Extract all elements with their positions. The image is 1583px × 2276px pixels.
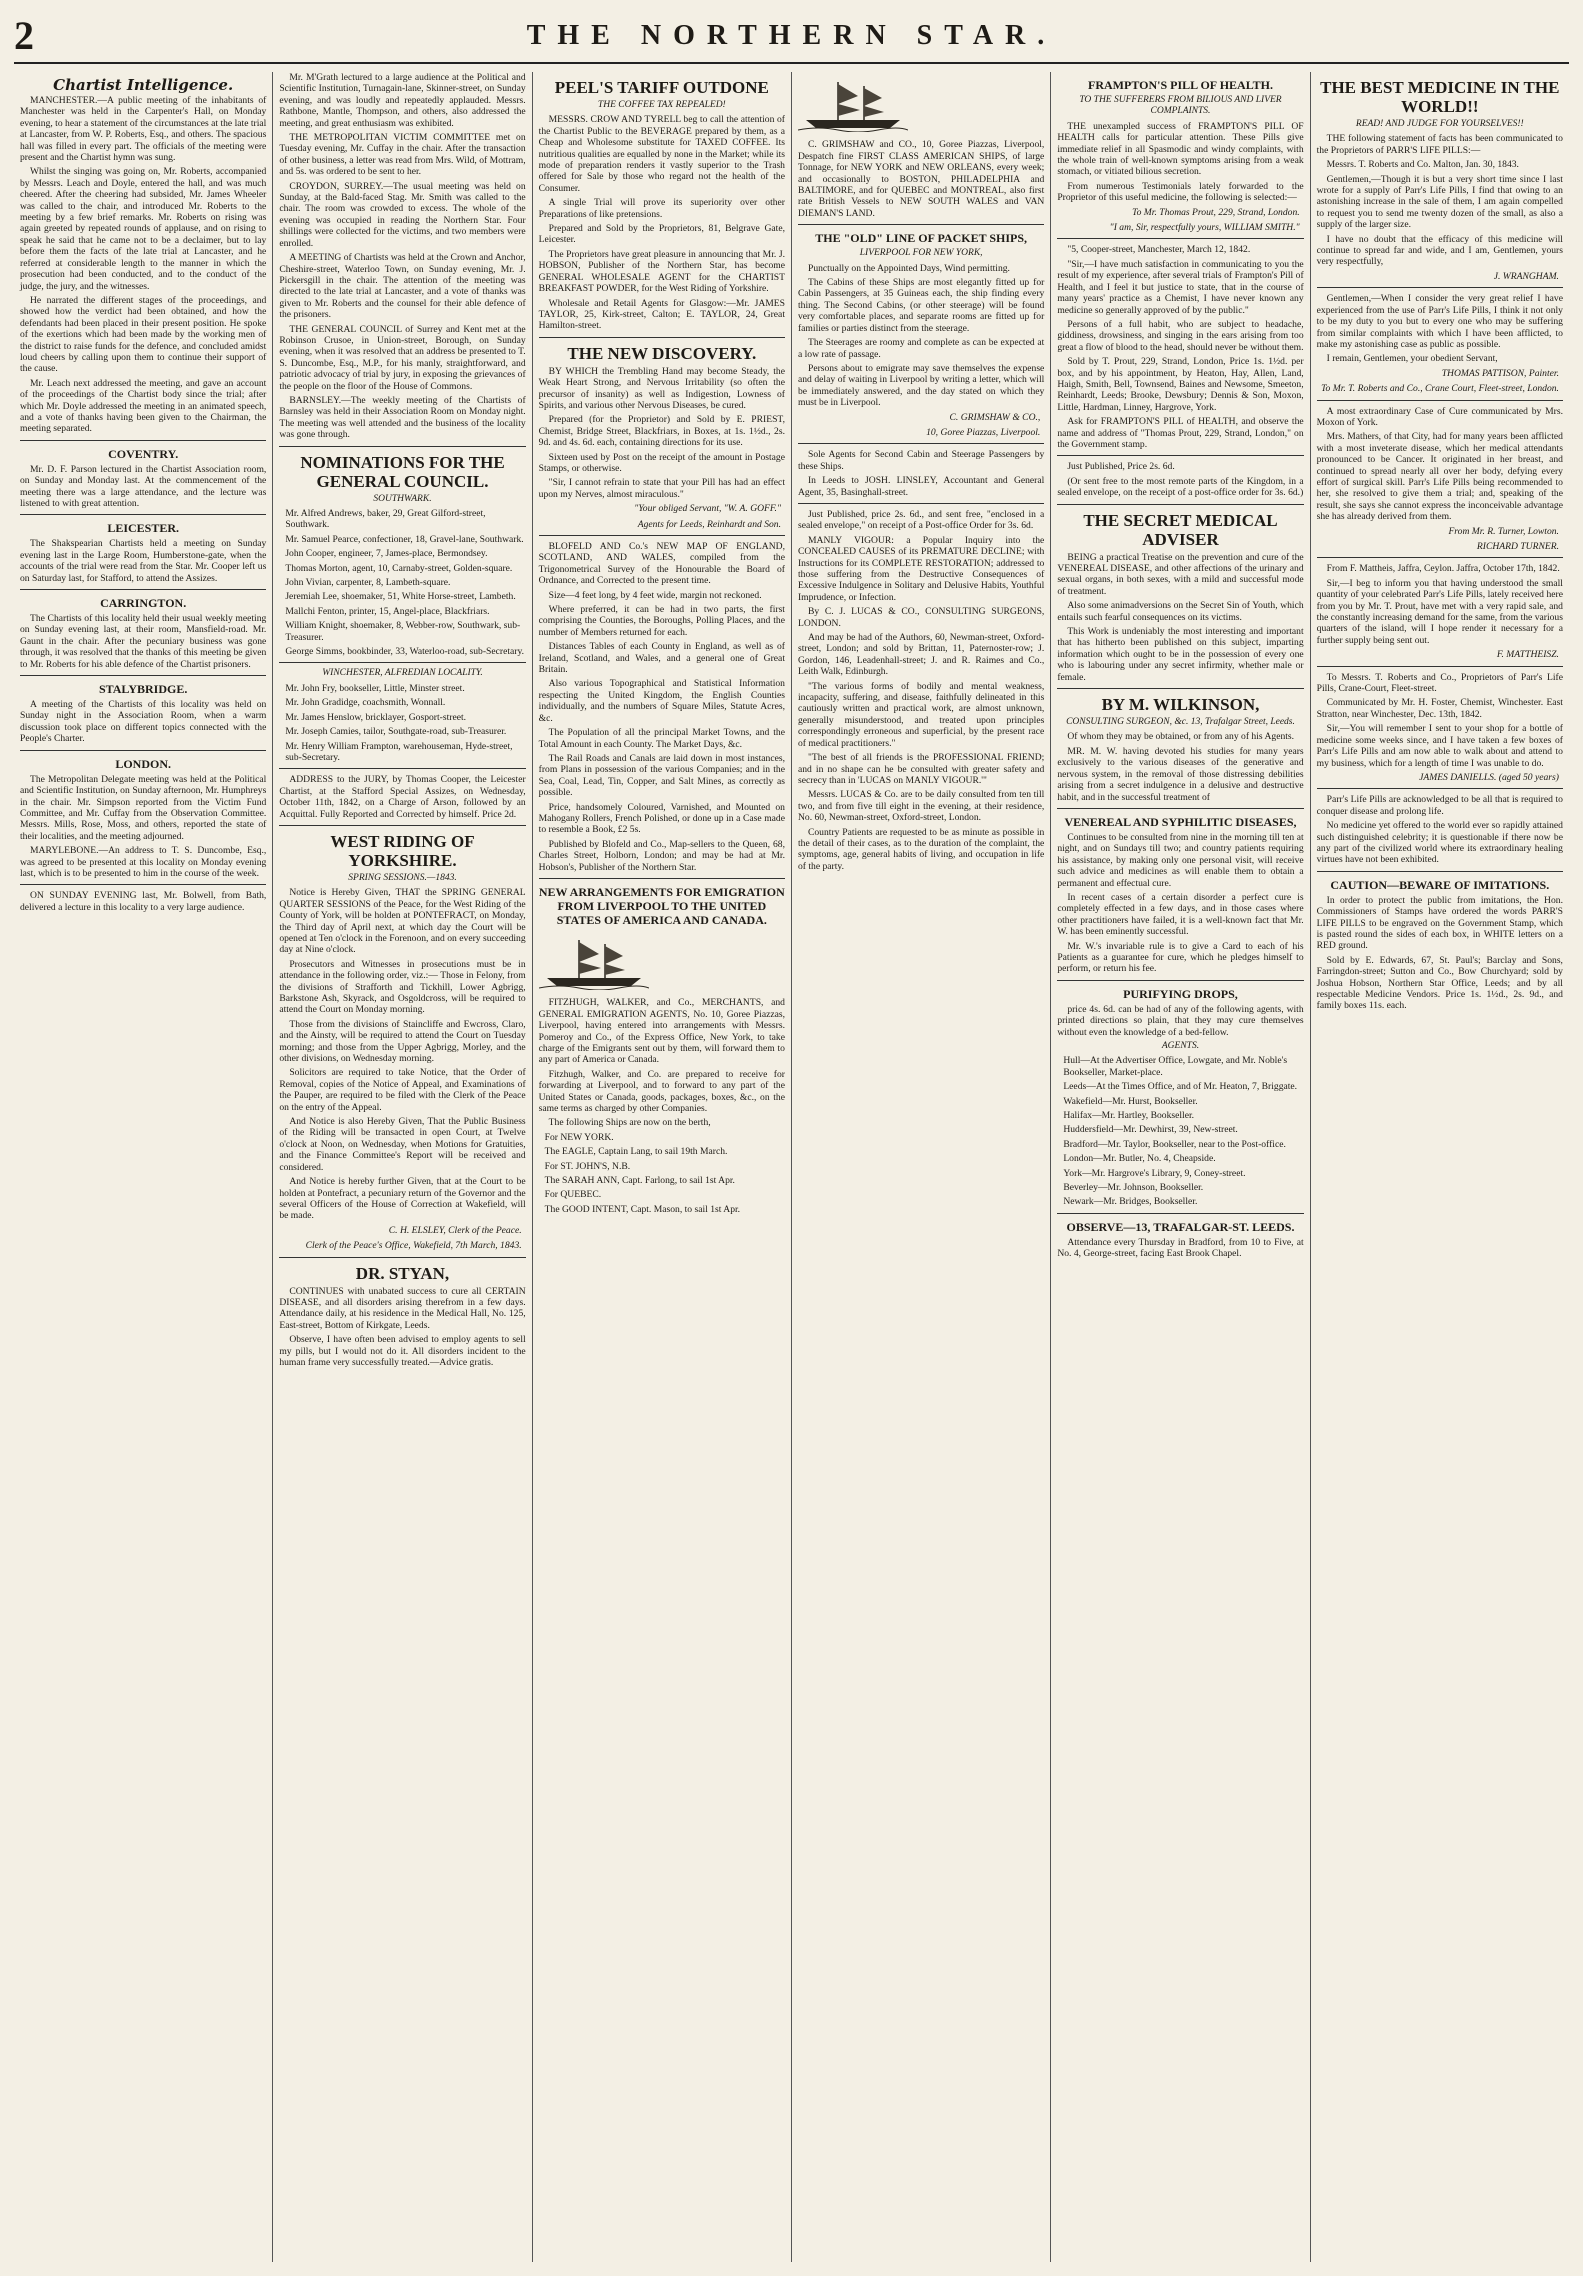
article-heading: THE "OLD" LINE OF PACKET SHIPS,: [815, 231, 1028, 246]
article-subheading: LIVERPOOL FOR NEW YORK,: [859, 248, 983, 259]
list-item: For ST. JOHN'S, N.B.: [544, 1160, 631, 1172]
divider: [539, 878, 785, 879]
article-subheading: THE COFFEE TAX REPEALED!: [597, 100, 726, 110]
paragraph: A MEETING of Chartists was held at the Crown and Anchor, Cheshire-street, Waterloo Town, on Sunday evening, Mr. J. Pickersgill in the chair. The attention of the meeting was directed to the late trial at Lancaster, and a vote of thanks was given to Mr. Roberts and the counsel for their able defence of the prisoners.: [279, 252, 526, 321]
signature: To Mr. Thomas Prout, 229, Strand, London.: [1132, 206, 1300, 218]
paragraph: Communicated by Mr. H. Foster, Chemist, Winchester. East Stratton, near Winchester, Dec. 13th, 1842.: [1316, 697, 1563, 720]
paragraph: To Messrs. T. Roberts and Co., Proprietors of Parr's Life Pills, Crane-Court, Fleet-street.: [1316, 671, 1563, 695]
paragraph: Whilst the singing was going on, Mr. Roberts, accompanied by Messrs. Leach and Doyle, entered the hall, and was much cheered. After the cheering had subsided, Mr. James Wheeler was called to the chair, and introduced Mr. Roberts to the meeting by a few brief remarks. Mr. Roberts on rising was again greeted by repeated rounds of applause, and on rising to speak he said that he came not to be a declaimer, but to lay before them the facts of the late trial at Lancaster, and he referred at considerable length to the manner in which the prosecution had been conducted, and to the conduct of the judge, the jury, and the witnesses.: [20, 166, 267, 292]
paragraph: And may be had of the Authors, 60, Newman-street, Oxford-street, London; and sold by Brittan, 11, Paternoster-row; J. Gordon, 146, Leadenhall-street; J. and R. Raimes and Co., Leith Walk, Edinburgh.: [797, 632, 1045, 678]
column-5: [1050, 72, 1309, 2262]
divider: [1057, 455, 1303, 456]
paragraph: Of whom they may be obtained, or from any of his Agents.: [1067, 731, 1295, 743]
divider: [798, 443, 1044, 444]
article: [20, 884, 266, 913]
paragraph: The Chartists of this locality held their usual weekly meeting on Sunday evening last, at their room, Mansfield-road. Mr. Gaunt in the chair. After the pecuniary business was gone through, it was resolved that the thanks of this meeting be given to Mr. Roberts for his able defence of the Chartist prisoners.: [20, 613, 267, 670]
paragraph: And Notice is hereby further Given, that at the Court to be holden at Pontefract, a pecuniary return of the Governor and the several Officers of the House of Correction at Wakefield, will be made.: [279, 1176, 526, 1222]
list-item: Mr. Alfred Andrews, baker, 29, Great Gilford-street, Southwark.: [285, 508, 486, 531]
paragraph: CONTINUES with unabated success to cure all CERTAIN DISEASE, and all disorders arising therefrom in a few days. Attendance daily, at his residence in the Medical Hall, No. 125, East-street, Bottom of Kirkgate, Leeds.: [279, 1285, 526, 1331]
list-item: William Knight, shoemaker, 8, Webber-row, Southwark, sub-Treasurer.: [285, 620, 521, 643]
list-item: George Simms, bookbinder, 33, Waterloo-road, sub-Secretary.: [285, 646, 525, 658]
paragraph: Published by Blofeld and Co., Map-sellers to the Queen, 68, Charles Street, Holborn, London; and may be had at Mr. Hobson's, Publisher of the Northern Star.: [538, 838, 785, 873]
list-item: Jeremiah Lee, shoemaker, 51, White Horse-street, Lambeth.: [285, 591, 516, 603]
divider: [1057, 808, 1303, 809]
divider: [279, 662, 525, 663]
list-item: The GOOD INTENT, Capt. Mason, to sail 1st Apr.: [544, 1203, 741, 1215]
divider: [279, 825, 525, 826]
paragraph: FITZHUGH, WALKER, and Co., MERCHANTS, and GENERAL EMIGRATION AGENTS, No. 10, Goree Piazzas, Liverpool, having entered into arrangements with Messrs. Pomeroy and Co., of the Express Office, New York, to take charge of the Emigrants sent out by them, will forward them to any part of America or Canada.: [538, 997, 785, 1066]
divider: [1317, 788, 1563, 789]
list-item: Mr. Samuel Pearce, confectioner, 18, Gravel-lane, Southwark.: [285, 533, 524, 545]
signature: THOMAS PATTISON, Painter.: [1441, 367, 1559, 379]
paragraph: Parr's Life Pills are acknowledged to be all that is required to conquer disease and prolong life.: [1316, 794, 1563, 817]
signature-line: "I am, Sir, respectfully yours, WILLIAM SMITH.": [1109, 222, 1300, 234]
divider: [1057, 688, 1303, 689]
column-2: [272, 72, 531, 2262]
divider: [20, 675, 266, 676]
article: [20, 440, 266, 510]
column-3: [532, 72, 791, 2262]
list-item: Huddersfield—Mr. Dewhirst, 39, New-street.: [1063, 1124, 1238, 1136]
divider: [1057, 980, 1303, 981]
paragraph: Distances Tables of each County in England, as well as of Ireland, Scotland, and Wales, and a general one of Great Britain.: [538, 641, 785, 676]
paragraph: In Leeds to JOSH. LINSLEY, Accountant and General Agent, 35, Basinghall-street.: [797, 475, 1045, 498]
paragraph: Where preferred, it can be had in two parts, the first comprising the Counties, the Boroughs, Polling Places, and the number of Members returned for each.: [538, 604, 785, 638]
divider: [539, 535, 785, 536]
paragraph: BARNSLEY.—The weekly meeting of the Chartists of Barnsley was held in their Association Room on Monday night. The meeting was well attended and the business of the locality was gone through.: [279, 394, 526, 441]
signature-line: Agents for Leeds, Reinhardt and Son.: [637, 518, 781, 530]
list-item: York—Mr. Hargrove's Library, 9, Coney-street.: [1063, 1167, 1246, 1179]
article-heading: CAUTION—BEWARE OF IMITATIONS.: [1330, 877, 1550, 892]
article-heading: THE SECRET MEDICAL ADVISER: [1083, 510, 1278, 549]
article-heading: PEEL'S TARIFF OUTDONE: [554, 78, 769, 97]
column-6: [1310, 72, 1569, 2262]
paragraph: In order to protect the public from imitations, the Hon. Commissioners of Stamps have ordered the words PARR'S LIFE PILLS to be engraved on the Government Stamp, which is pasted round the sides of each box, in WHITE letters on a RED ground.: [1316, 894, 1563, 952]
columns-container: [14, 72, 1569, 2262]
paragraph: Just Published, price 2s. 6d., and sent free, "enclosed in a sealed envelope," on receipt of a Post-office Order for 3s. 6d.: [797, 508, 1045, 532]
paragraph: Prepared and Sold by the Proprietors, 81, Belgrave Gate, Leicester.: [538, 223, 785, 246]
article-subheading: SOUTHWARK.: [373, 493, 432, 504]
paragraph: Country Patients are requested to be as minute as possible in the detail of their cases, as to the duration of the complaint, the symptoms, age, general habits of living, and occupation in life of the party.: [797, 826, 1045, 872]
paragraph: Those from the divisions of Staincliffe and Ewcross, Claro, and the Ainsty, will be required to attend the Court on Tuesday morning; and those from the Upper Agbrigg, Morley, and the other divisions, on Wednesday morning.: [279, 1018, 526, 1065]
article: [20, 514, 266, 584]
paragraph: price 4s. 6d. can be had of any of the following agents, with printed directions so plain, that they may cure themselves without even the knowledge of a bed-fellow.: [1057, 1003, 1304, 1038]
list-item: Mr. Henry William Frampton, warehouseman, Hyde-street, sub-Secretary.: [285, 740, 513, 763]
column-4: [791, 72, 1050, 2262]
signature-line: Clerk of the Peace's Office, Wakefield, 7th March, 1843.: [305, 1240, 522, 1252]
paragraph: A most extraordinary Case of Cure communicated by Mrs. Moxon of York.: [1316, 405, 1563, 428]
list-item: Thomas Morton, agent, 10, Carnaby-street, Golden-square.: [285, 562, 513, 574]
paragraph: By C. J. LUCAS & CO., CONSULTING SURGEONS, LONDON.: [797, 606, 1045, 629]
paragraph: THE GENERAL COUNCIL of Surrey and Kent met at the Robinson Crusoe, in Union-street, Borough, on Sunday evening, when it was resolved that an address be presented to T. S. Duncombe, Esq., M.P., for his manly, straightforward, and patriotic advocacy of trial by jury, in exposing the grievances of the people on the floor of the House of Commons.: [279, 323, 526, 392]
paragraph: The Steerages are roomy and complete as can be expected at a low rate of passage.: [797, 337, 1045, 360]
divider: [20, 440, 266, 441]
paragraph: MANLY VIGOUR: a Popular Inquiry into the CONCEALED CAUSES of its PREMATURE DECLINE; with Instructions for its COMPLETE RESTORATION; addressed to those suffering from the Destructive Consequences of Excessive Indulgence in Solitary and Delusive Habits, Youthful Imprudence, or Infection.: [797, 534, 1045, 603]
article: [279, 662, 525, 763]
ship-icon: [798, 76, 908, 132]
article: [1057, 455, 1303, 498]
paragraph: Mrs. Mathers, of that City, had for many years been afflicted with a most inveterate disease, which her medical attendants pronounced to be Cancer. It originated in her breast, and continued to spread nearly all over her body, defying every effort of surgical skill. Parr's Life Pills being recommended to her, she resolved to give them a trial; and, speaking of the result, she says she cannot express the inconceivable advantage she has already derived from them.: [1316, 431, 1563, 523]
article: [539, 337, 785, 530]
paragraph: Messrs. LUCAS & Co. are to be daily consulted from ten till two, and from five till eight in the evening, at their residence, No. 60, Newman-street, Oxford-street, London.: [797, 789, 1045, 824]
paragraph: The following Ships are now on the berth,: [548, 1117, 711, 1129]
divider: [1317, 871, 1563, 872]
paragraph: Sixteen used by Post on the receipt of the amount in Postage Stamps, or otherwise.: [538, 451, 785, 474]
article: [1317, 78, 1563, 282]
signature: From Mr. R. Turner, Lowton.: [1448, 525, 1559, 537]
article: [539, 78, 785, 332]
signature: C. GRIMSHAW & CO.,: [949, 411, 1041, 423]
article: [1317, 400, 1563, 553]
paragraph: (Or sent free to the most remote parts of the Kingdom, in a sealed envelope, on the receipt of a post-office order for 3s. 6d.): [1057, 475, 1304, 499]
paragraph: Punctually on the Appointed Days, Wind permitting.: [807, 262, 1010, 274]
paragraph: "Sir,—I have much satisfaction in communicating to you the result of my experience, after several trials of Frampton's Pill of Health, and I feel it but justice to state, that in the course of many years' practice as a Chemist, I have never known any medicine so generally approved of by the public.": [1057, 258, 1304, 316]
article-heading: COVENTRY.: [108, 446, 179, 461]
article-heading: FRAMPTON'S PILL OF HEALTH.: [1088, 78, 1273, 92]
paragraph: "Sir, I cannot refrain to state that your Pill has had an effect upon my Nerves, almost miraculous.": [538, 477, 785, 500]
signature: "Your obliged Servant, "W. A. GOFF.": [634, 503, 781, 515]
paragraph: Sold by E. Edwards, 67, St. Paul's; Barclay and Sons, Farringdon-street; Sutton and Co., Bow Churchyard; sold by Joshua Hobson, Northern Star Office, Leeds; and by all respectable Medicine Vendors. Price 1s. 1½d., 2s. 9d., and family boxes 11s. each.: [1316, 954, 1563, 1012]
paragraph: The Cabins of these Ships are most elegantly fitted up for Cabin Passengers, at 35 Guineas each, the ship finding every thing. The Second Cabins, (or other steerage) will be found very comfortable places, and separate rooms are fitted up for families or parties distinct from the steerage.: [797, 277, 1045, 334]
article: [798, 443, 1044, 498]
paragraph: THE METROPOLITAN VICTIM COMMITTEE met on Tuesday evening, Mr. Cuffay in the chair. After the transaction of other business, a letter was read from Mrs. Wild, of Mottram, and 5s. was ordered to be sent to her.: [279, 132, 526, 178]
list-item: Leeds—At the Times Office, and of Mr. Heaton, 7, Briggate.: [1063, 1081, 1298, 1093]
article: [1057, 238, 1303, 450]
article: [1317, 666, 1563, 784]
paragraph: I remain, Gentlemen, your obedient Servant,: [1326, 353, 1498, 365]
paragraph: Observe, I have often been advised to employ agents to sell my pills, but I would not do it. All disorders incident to the human frame very successfully treated.—Advice gratis.: [279, 1334, 526, 1368]
article: [20, 78, 266, 435]
paragraph: The Population of all the principal Market Towns, and the Total Amount in each County. The Market Days, &c.: [538, 727, 785, 750]
list-item: The SARAH ANN, Capt. Farlong, to sail 1st Apr.: [544, 1175, 735, 1187]
paragraph: MR. M. W. having devoted his studies for many years exclusively to the various diseases of the generative and nervous system, in the removal of those distressing debilities arising from a secret indulgence in a delusive and destructive habit, and in the successful treatment of: [1057, 745, 1304, 803]
paragraph: The Shakspearian Chartists held a meeting on Sunday evening last in the Large Room, Humberstone-gate, when the accounts of the trial were read from the Star. Mr. Cooper left us on Saturday last, for Stafford, to attend the Assizes.: [20, 538, 267, 584]
paragraph: The Metropolitan Delegate meeting was held at the Political and Scientific Institution, on Sunday afternoon, Mr. Humphreys in the chair. Mr. Simpson reported from the Victim Fund Committee, and Mr. Cuffay from the Observation Committee. Messrs. Mills, Rose, Moss, and others, reported the state of their localities, and the meeting adjourned.: [20, 773, 267, 842]
article: [20, 589, 266, 670]
paragraph: Messrs. T. Roberts and Co. Malton, Jan. 30, 1843.: [1326, 159, 1519, 171]
paragraph: The Proprietors have great pleasure in announcing that Mr. J. HOBSON, Publisher of the Northern Star, has become GENERAL WHOLESALE AGENT for the CHARTIST BREAKFAST POWDER, for the West Riding of Yorkshire.: [538, 248, 785, 295]
signature: C. H. ELSLEY, Clerk of the Peace.: [388, 1224, 522, 1236]
paragraph: Prepared (for the Proprietor) and Sold by E. PRIEST, Chemist, Bridge Street, Blackfriars, in Boxes, at 1s. 1½d., 2s. 9d. and 4s. 6d. each, containing directions for its use.: [538, 414, 785, 449]
article-heading: STALYBRIDGE.: [98, 682, 188, 697]
divider: [20, 750, 266, 751]
paragraph: Mr. D. F. Parson lectured in the Chartist Association room, on Sunday and Monday last. At the commencement of the meeting there was a large attendance, and the lecture was listened to with great attention.: [20, 463, 267, 509]
article: [279, 446, 525, 658]
paragraph: He narrated the different stages of the proceedings, and showed how the verdict had been obtained, and how the defendants had been placed in their present position. He spoke of the exertions which had been made by the working men of the district to raise funds for the defence, and concluded amidst loud cheers by calling upon them to continue their support of the cause.: [20, 294, 267, 375]
article-subheading: READ! AND JUDGE FOR YOURSELVES!!: [1355, 119, 1524, 129]
divider: [20, 589, 266, 590]
article-heading: NEW ARRANGEMENTS FOR EMIGRATION FROM LIVERPOOL TO THE UNITED STATES OF AMERICA AND CANADA.: [538, 884, 785, 927]
paragraph: From F. Mattheis, Jaffra, Ceylon. Jaffra, October 17th, 1842.: [1326, 563, 1560, 575]
paragraph: And Notice is also Hereby Given, That the Public Business of the Riding will be transacted in open Court, at Twelve o'clock at Noon, on Wednesday, when Motions for Gratuities, and the Finance Committee's Report will be received and considered.: [279, 1116, 526, 1173]
article-heading: BY M. WILKINSON,: [1101, 695, 1260, 715]
paragraph: Sole Agents for Second Cabin and Steerage Passengers by these Ships.: [797, 449, 1045, 472]
list-item: Wakefield—Mr. Hurst, Bookseller.: [1063, 1095, 1198, 1107]
divider: [20, 514, 266, 515]
list-item: The EAGLE, Captain Lang, to sail 19th March.: [544, 1146, 728, 1158]
paragraph: I have no doubt that the efficacy of this medicine will continue to spread far and wide, and I am, Gentlemen, yours very respectfully,: [1316, 233, 1563, 268]
article: [1057, 980, 1303, 1208]
article: [539, 878, 785, 1215]
paragraph: A single Trial will prove its superiority over other Preparations of like pretensions.: [538, 197, 785, 220]
paragraph: BEING a practical Treatise on the prevention and cure of the VENEREAL DISEASE, and other affections of the urinary and sexual organs, in both sexes, with a mild and successful mode of treatment.: [1057, 551, 1304, 597]
paragraph: Mr. Leach next addressed the meeting, and gave an account of the proceedings of the Chartist body since the trial; after which Mr. Doyle addressed the meeting in an animated speech, and a vote of thanks having been given to the Chairman, the meeting separated.: [20, 377, 267, 435]
paragraph: Also various Topographical and Statistical Information respecting the United Kingdom, the English Counties individually, and the numbers of Square Miles, Statute Acres, &c.: [538, 678, 785, 724]
paragraph: Sir,—You will remember I sent to your shop for a bottle of medicine some weeks since, and I have taken a few boxes of Parr's Life Pills and am now able to walk about and attend to my business, which for a length of time I was unable to do.: [1316, 723, 1563, 769]
paragraph: BY WHICH the Trembling Hand may become Steady, the Weak Heart Strong, and Nervous Irritability (so often the precursor of insanity) as well as Indigestion, Lowness of Spirits, and various other Nervous Diseases, be cured.: [538, 365, 785, 411]
list-item: John Vivian, carpenter, 8, Lambeth-square.: [285, 577, 451, 589]
divider: [1317, 557, 1563, 558]
page-number: 2: [14, 13, 34, 58]
article-subheading: TO THE SUFFERERS FROM BILIOUS AND LIVER COMPLAINTS.: [1079, 95, 1282, 117]
article-heading: DR. STYAN,: [355, 1263, 450, 1283]
column-1: [14, 72, 272, 2262]
paragraph: Mr. W.'s invariable rule is to give a Card to each of his Patients as a guarantee for cure, which he pledges himself to perform, or return his fee.: [1057, 940, 1304, 975]
paragraph: In recent cases of a certain disorder a perfect cure is completely effected in a few days, and in those cases where other practitioners have failed, it is a well-known fact that Mr. W. has been eminently successful.: [1057, 891, 1304, 938]
paragraph: The Rail Roads and Canals are laid down in most instances, from Plans in possession of the various Companies; and in the Sea, Coal, Lead, Tin, Copper, and Salt Mines, as correctly as possible.: [538, 752, 785, 799]
paragraph: ADDRESS to the JURY, by Thomas Cooper, the Leicester Chartist, at the Stafford Special Assizes, on Wednesday, October 11th, 1842, on a Charge of Arson, followed by an Acquittal. Fully Reported and Corrected by himself. Price 2d.: [279, 774, 526, 820]
article-heading: OBSERVE—13, TRAFALGAR-ST. LEEDS.: [1066, 1219, 1295, 1234]
paragraph: No medicine yet offered to the world ever so rapidly attained such distinguished celebrity; it is questionable if there now be any part of the civilized world where its extraordinary healing virtues have not been exhibited.: [1316, 820, 1563, 866]
article-subheading: CONSULTING SURGEON, &c. 13, Trafalgar Street, Leeds.: [1066, 717, 1295, 728]
paragraph: Ask for FRAMPTON'S PILL of HEALTH, and observe the name and address of "Thomas Prout, 229, Strand, London," on the Government stamp.: [1057, 416, 1304, 450]
article-heading: WEST RIDING OF YORKSHIRE.: [330, 831, 475, 870]
paragraph: Price, handsomely Coloured, Varnished, and Mounted on Mahogany Rollers, French Polished, or done up in a Case made to resemble a Book, £2 5s.: [538, 801, 785, 836]
article: [1317, 788, 1563, 865]
article-subheading: SPRING SESSIONS.—1843.: [348, 872, 457, 883]
article-heading: VENEREAL AND SYPHILITIC DISEASES,: [1064, 814, 1297, 829]
paragraph: CROYDON, SURREY.—The usual meeting was held on Sunday, at the Bald-faced Stag. Mr. Smith was called to the chair. The room was crowded to excess. The whole of the evening was occupied in reading the Northern Star. Four shillings were collected for the victims, and two members were enrolled.: [279, 180, 526, 249]
paragraph: Mr. M'Grath lectured to a large audience at the Political and Scientific Institution, Turnagain-lane, Skinner-street, on Sunday evening, and was loudly and repeatedly applauded. Messrs. Rathbone, Mantle, Thompson, and others, also addressed the meeting, and great enthusiasm was exhibited.: [279, 72, 526, 129]
article: [1317, 871, 1563, 1012]
article-heading: THE BEST MEDICINE IN THE WORLD!!: [1320, 78, 1560, 116]
paragraph: Also some animadversions on the Secret Sin of Youth, which entails such fearful consequences on its victims.: [1057, 600, 1304, 623]
signature-line: 10, Goree Piazzas, Liverpool.: [926, 426, 1041, 438]
paragraph: Notice is Hereby Given, THAT the SPRING GENERAL QUARTER SESSIONS of the Peace, for the West Riding of the County of York, will be holden at PONTEFRACT, on Monday, the Third day of April next, at which day the Court will be opened at Ten o'clock in the Forenoon, and on every succeeding day at Nine o'clock.: [279, 887, 526, 956]
article-heading: LEICESTER.: [107, 521, 180, 536]
paragraph: Attendance every Thursday in Bradford, from 10 to Five, at No. 4, George-street, facing East Brook Chapel.: [1057, 1236, 1304, 1260]
paragraph: Fitzhugh, Walker, and Co. are prepared to receive for forwarding at Liverpool, and to forward to any part of the United States or Canada, goods, packages, boxes, &c., on the same terms as charged by other Companies.: [538, 1068, 785, 1115]
paragraph: Gentlemen,—Though it is but a very short time since I last wrote for a supply of Parr's Life Pills, I find that owing to an astonishing increase in the sale of them, I am again compelled to request you to send me twenty dozen of the small, as also a supply of the larger size.: [1316, 173, 1563, 231]
paragraph: This Work is undeniably the most interesting and important that has hitherto been published on this subject, imparting information which ought to be in the possession of every one who is labouring under any secret infirmity, whether male or female.: [1057, 626, 1304, 683]
signature-line: RICHARD TURNER.: [1476, 541, 1559, 552]
article: [1057, 78, 1303, 233]
divider: [20, 884, 266, 885]
list-item: For NEW YORK.: [544, 1131, 614, 1143]
article: [1057, 808, 1303, 975]
paragraph: "The best of all friends is the PROFESSIONAL FRIEND; and in no shape can he be consulted with greater safety and secrecy than in 'LUCAS on MANLY VIGOUR.'": [797, 752, 1045, 786]
paragraph: MARYLEBONE.—An address to T. S. Duncombe, Esq., was agreed to be presented at this locality on Monday evening last, which is to be presented to him in the course of the week.: [20, 845, 267, 879]
article-heading: LONDON.: [115, 756, 171, 771]
paragraph: Sir,—I beg to inform you that having understood the small quantity of your celebrated Parr's Life Pills, lately received here from you by Mr. T. Prout, have met with a very rapid sale, and the constantly increasing demand for the same, from the various quarters of the island, will I hope render it necessary for a further supply being sent out.: [1316, 577, 1563, 646]
paragraph: C. GRIMSHAW and CO., 10, Goree Piazzas, Liverpool, Despatch fine FIRST CLASS AMERICAN SHIPS, of large Tonnage, for NEW YORK and NEW ORLEANS, every week; and occasionally to BOSTON, PHILADELPHIA and BALTIMORE, and for QUEBEC and MONTREAL, also first rate British Vessels to NEW SOUTH WALES and VAN DIEMAN'S LAND.: [797, 139, 1045, 219]
article: [20, 750, 266, 880]
paragraph: From numerous Testimonials lately forwarded to the Proprietor of this useful medicine, the following is selected:—: [1057, 180, 1304, 204]
divider: [539, 337, 785, 338]
article: [279, 825, 525, 1252]
divider: [798, 503, 1044, 504]
paragraph: MANCHESTER.—A public meeting of the inhabitants of Manchester was held in the Carpenter's Hall, on Monday evening, to hear a statement of the circumstances at the late trial at Lancaster, from W. P. Roberts, Esq., and others. The spacious hall was filled in every part. The officials of the meeting were present and the Chartist hymn was sung.: [20, 95, 267, 164]
article: [1057, 504, 1303, 683]
list-item: Newark—Mr. Bridges, Bookseller.: [1063, 1196, 1198, 1208]
article: [1317, 287, 1563, 394]
list-item: Mr. James Henslow, bricklayer, Gosport-street.: [285, 711, 467, 723]
list-item: Halifax—Mr. Hartley, Bookseller.: [1063, 1110, 1195, 1122]
article: [20, 675, 266, 745]
paragraph: ON SUNDAY EVENING last, Mr. Bolwell, from Bath, delivered a lecture in this locality to a very large audience.: [20, 890, 267, 913]
divider: [279, 1257, 525, 1258]
paragraph: Prosecutors and Witnesses in prosecutions must be in attendance in the following order, viz.:— Those in Felony, from the divisions of Strafforth and Tickhill, Lower Agbrigg, Barkstone Ash, Skyrack, and Osgoldcross, will be required to attend the Court on Monday morning.: [279, 958, 526, 1016]
paragraph: MESSRS. CROW AND TYRELL beg to call the attention of the Chartist Public to the BEVERAGE prepared by them, as a Cheap and Wholesome substitute for TAXED COFFEE. Its nutritious qualities are equalled by none in the Market; while its mode of preparation renders it vastly superior to the Trash offered for Sale by those who regard not the health of the Consumer.: [538, 114, 785, 194]
divider: [798, 224, 1044, 225]
list-item: London—Mr. Butler, No. 4, Cheapside.: [1063, 1153, 1216, 1165]
signature: J. WRANGHAM.: [1493, 270, 1559, 282]
paper-title: THE NORTHERN STAR.: [526, 20, 1057, 51]
signature-line: To Mr. T. Roberts and Co., Crane Court, Fleet-street, London.: [1321, 383, 1559, 395]
divider: [1057, 1213, 1303, 1214]
paragraph: THE following statement of facts has been communicated to the Proprietors of PARR'S LIFE PILLS:—: [1316, 133, 1563, 156]
article: [539, 535, 785, 873]
paragraph: Sold by T. Prout, 229, Strand, London, Price 1s. 1½d. per box, and by his appointment, by Heaton, Hay, Allen, Land, Haigh, Smith, Bell, Townsend, Baines and Newsome, Smeeton, Reinhardt, Leeds; Brooke, Dewsbury; Dennis & Son, Moxon, Little, Hardman, Linney, Hargrove, York.: [1057, 356, 1304, 413]
ship-icon: [539, 934, 649, 990]
article: [798, 224, 1044, 438]
list-heading: AGENTS.: [1161, 1041, 1200, 1051]
paragraph: Just Published, Price 2s. 6d.: [1067, 461, 1175, 473]
list-item: Bradford—Mr. Taylor, Bookseller, near to the Post-office.: [1063, 1138, 1286, 1150]
article-heading: NOMINATIONS FOR THE GENERAL COUNCIL.: [300, 452, 505, 491]
paragraph: Wholesale and Retail Agents for Glasgow:—Mr. JAMES TAYLOR, 25, Kirk-street, Calton; E. TAYLOR, 24, Great Hamilton-street.: [538, 297, 785, 332]
article-heading: Chartist Intelligence.: [53, 76, 234, 94]
article: [1057, 1213, 1303, 1260]
paragraph: Solicitors are required to take Notice, that the Order of Removal, copies of the Notice of Appeal, and Examinations of the Pauper, are required to be filed with the Clerk of the Peace on the entry of the Appeal.: [279, 1067, 526, 1113]
paragraph: BLOFELD AND Co.'s NEW MAP OF ENGLAND, SCOTLAND, AND WALES, compiled from the Trigonometrical Survey of the Honourable the Board of Ordnance, and Corrected to the present time.: [538, 541, 785, 587]
article-heading: CARRINGTON.: [100, 596, 187, 611]
article: [279, 72, 525, 441]
article-heading: THE NEW DISCOVERY.: [567, 343, 757, 363]
signature: F. MATTHEISZ.: [1496, 649, 1559, 661]
article: [798, 72, 1044, 219]
article-heading: PURIFYING DROPS,: [1123, 986, 1238, 1001]
paragraph: "The various forms of bodily and mental weakness, incapacity, suffering, and disease, faithfully delineated in this cautiously written and practical work, are almost unknown, generally misunderstood, and treated upon principles correspondingly erroneous and superficial, by the present race of medical practitioners.": [797, 680, 1045, 749]
article: [798, 503, 1044, 872]
divider: [1317, 666, 1563, 667]
article: [1317, 557, 1563, 660]
list-item: Beverley—Mr. Johnson, Bookseller.: [1063, 1182, 1204, 1194]
paragraph: Size—4 feet long, by 4 feet wide, margin not reckoned.: [548, 589, 762, 601]
paragraph: Persons about to emigrate may save themselves the expense and delay of waiting in Liverpool by writing a letter, which will be immediately answered, and the day stated on which they must be in Liverpool.: [797, 362, 1045, 409]
divider: [279, 446, 525, 447]
list-item: Hull—At the Advertiser Office, Lowgate, and Mr. Noble's Bookseller, Market-place.: [1063, 1055, 1288, 1078]
paragraph: THE unexampled success of FRAMPTON'S PILL OF HEALTH calls for particular attention. These Pills give immediate relief in all Spasmodic and windy complaints, with the whole train of well-known symptoms arising from a weak stomach, or vitiated bilious secretion.: [1057, 120, 1304, 178]
article: [279, 768, 525, 820]
list-item: Mr. John Gradidge, coachsmith, Wonnall.: [285, 697, 446, 709]
masthead: [14, 12, 1569, 64]
article: [279, 1257, 525, 1369]
list-item: Mallchi Fenton, printer, 15, Angel-place, Blackfriars.: [285, 605, 490, 617]
paragraph: "5, Cooper-street, Manchester, March 12, 1842.: [1067, 244, 1251, 256]
divider: [279, 768, 525, 769]
list-item: John Cooper, engineer, 7, James-place, Bermondsey.: [285, 548, 488, 560]
article: [1057, 688, 1303, 803]
paragraph: Persons of a full habit, who are subject to headache, giddiness, drowsiness, and singing in the ears arising from too great a flow of blood to the head, should never be without them.: [1057, 318, 1304, 353]
divider: [1057, 238, 1303, 239]
divider: [1317, 400, 1563, 401]
list-item: Mr. John Fry, bookseller, Little, Minster street.: [285, 682, 465, 694]
signature: JAMES DANIELLS. (aged 50 years): [1419, 771, 1559, 783]
article-subheading: WINCHESTER, ALFREDIAN LOCALITY.: [322, 668, 483, 679]
paragraph: Continues to be consulted from nine in the morning till ten at night, and on Sundays till two; and country patients requiring his assistance, by making only one personal visit, will receive such advice and medicines as will enable them to obtain a permanent and effectual cure.: [1057, 831, 1304, 889]
list-item: For QUEBEC.: [544, 1189, 602, 1201]
paragraph: Gentlemen,—When I consider the very great relief I have experienced from the use of Parr's Life Pills, I think it not only to be my duty to you but to every one who may be suffering from similar complaints with which I have been afflicted, to make my astonishing case as public as possible.: [1316, 293, 1563, 350]
divider: [1317, 287, 1563, 288]
list-item: Mr. Joseph Camies, tailor, Southgate-road, sub-Treasurer.: [285, 726, 507, 738]
paragraph: A meeting of the Chartists of this locality was held on Sunday night in the Association Room, when a warm discussion took place on different topics connected with the People's Charter.: [20, 699, 267, 745]
divider: [1057, 504, 1303, 505]
